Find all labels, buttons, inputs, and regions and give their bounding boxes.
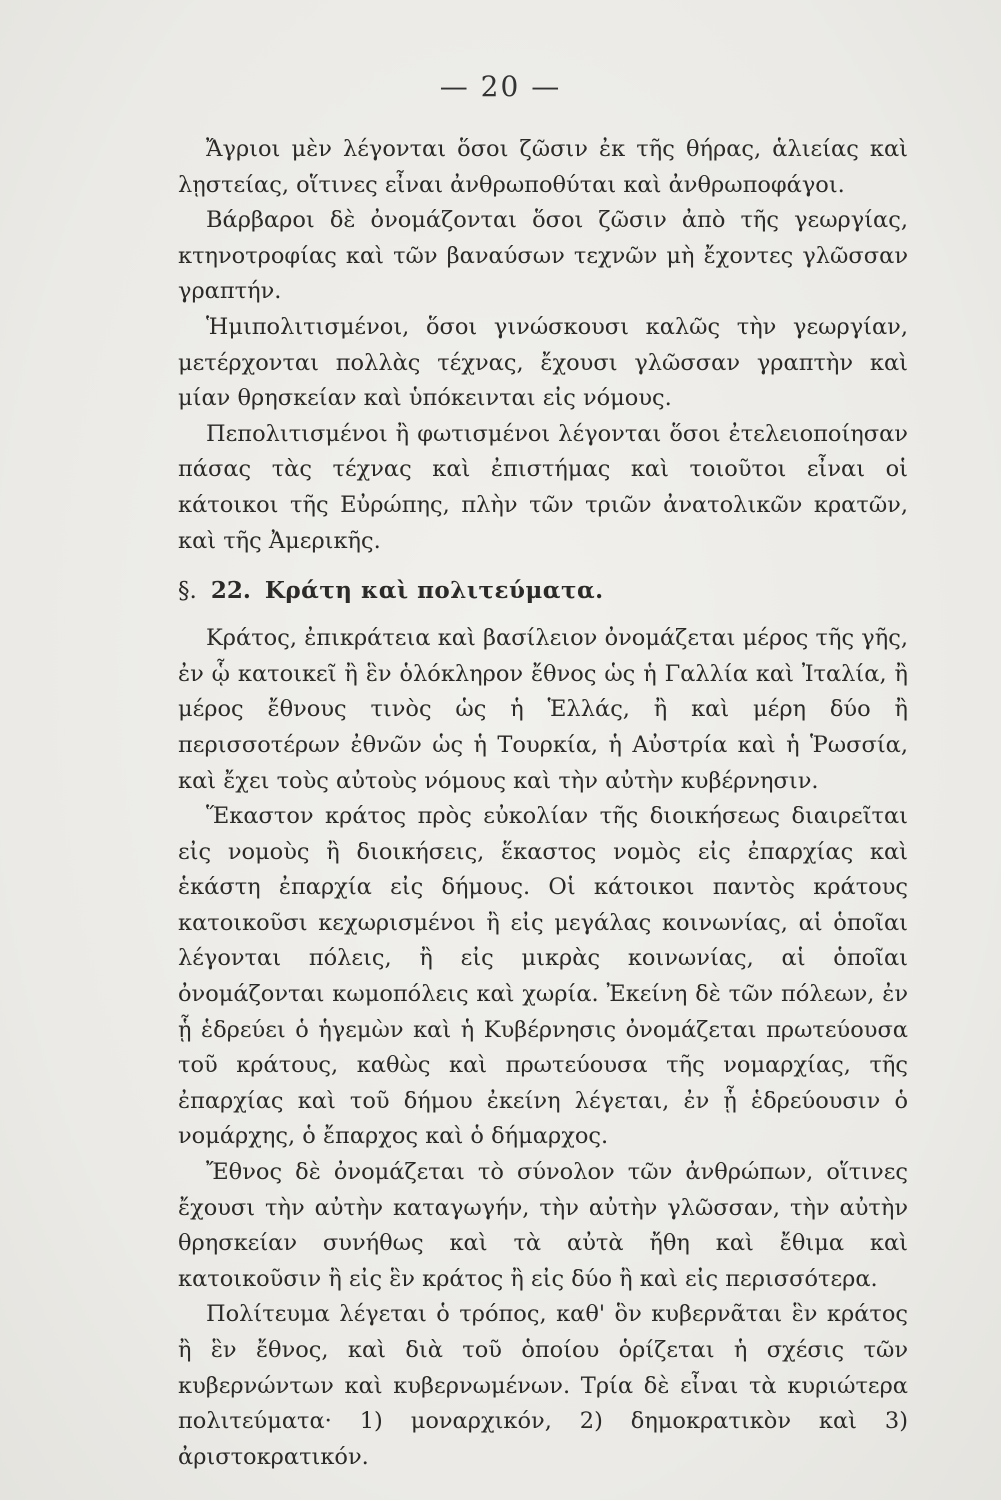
section-sign: §. [178,578,197,605]
paragraph-polity: Πολίτευμα λέγεται ὁ τρόπος, καθ' ὃν κυβερνᾶται ἓν κράτος ἢ ἓν ἔθνος, καὶ διὰ τοῦ ὁποίου ὁρίζεται ἡ σχέσις τῶν κυβερνώντων καὶ κυβερνωμένων. Τρία δὲ εἶναι τὰ κυριώτερα πολιτεύματα· 1) μοναρχικόν, 2) δημοκρατικὸν καὶ 3) ἀριστοκρατικόν. [178,1301,908,1470]
body-text [178,132,908,1475]
paragraph-civilized: Πεπολιτισμένοι ἢ φωτισμένοι λέγονται ὅσοι ἐτελειοποίησαν πάσας τὰς τέχνας καὶ ἐπιστήμας καὶ τοιοῦτοι εἶναι οἱ κάτοικοι τῆς Εὐρώπης, πλὴν τῶν τριῶν ἀνατολικῶν κρατῶν, καὶ τῆς Ἀμερικῆς. [178,420,908,554]
paragraph-nation: Ἔθνος δὲ ὀνομάζεται τὸ σύνολον τῶν ἀνθρώπων, οἵτινες ἔχουσι τὴν αὐτὴν καταγωγήν, τὴν αὐτὴν γλῶσσαν, τὴν αὐτὴν θρησκείαν συνήθως καὶ τὰ αὐτὰ ἤθη καὶ ἔθιμα καὶ κατοικοῦσιν ἢ εἰς ἓν κράτος ἢ εἰς δύο ἢ καὶ εἰς περισσότερα. [178,1159,908,1292]
paragraph-savages: Ἄγριοι μὲν λέγονται ὅσοι ζῶσιν ἐκ τῆς θήρας, ἁλιείας καὶ λῃστείας, οἵτινες εἶναι ἀνθρωποθύται καὶ ἀνθρωποφάγοι. [178,136,908,198]
page-number: — 20 — [439,70,562,103]
paragraph-administration: Ἕκαστον κράτος πρὸς εὐκολίαν τῆς διοικήσεως διαιρεῖται εἰς νομοὺς ἢ διοικήσεις, ἕκαστος νομὸς εἰς ἐπαρχίας καὶ ἑκάστη ἐπαρχία εἰς δήμους. Οἱ κάτοικοι παντὸς κράτους κατοικοῦσι κεχωρισμένοι ἢ εἰς μεγάλας κοινωνίας, αἱ ὁποῖαι λέγονται πόλεις, ἢ εἰς μικρὰς κοινωνίας, αἱ ὁποῖαι ὀνομάζονται κωμοπόλεις καὶ χωρία. Ἐκείνη δὲ τῶν πόλεων, ἐν ᾗ ἑδρεύει ὁ ἡγεμὼν καὶ ἡ Κυβέρνησις ὀνομάζεται πρωτεύουσα τοῦ κράτους, καθὼς καὶ πρωτεύουσα τῆς νομαρχίας, τῆς ἐπαρχίας καὶ τοῦ δήμου ἐκείνη λέγεται, ἐν ᾗ ἑδρεύουσιν ὁ νομάρχης, ὁ ἔπαρχος καὶ ὁ δήμαρχος. [178,803,908,1150]
paragraph-semi-civilized: Ἡμιπολιτισμένοι, ὅσοι γινώσκουσι καλῶς τὴν γεωργίαν, μετέρχονται πολλὰς τέχνας, ἔχουσι γλῶσσαν γραπτὴν καὶ μίαν θρησκείαν καὶ ὑπόκεινται εἰς νόμους. [178,313,908,412]
section-title: Κράτη καὶ πολιτεύματα. [264,577,604,605]
paragraph-state: Κράτος, ἐπικράτεια καὶ βασίλειον ὀνομάζεται μέρος τῆς γῆς, ἐν ᾧ κατοικεῖ ἢ ἓν ὁλόκληρον ἔθνος ὡς ἡ Γαλλία καὶ Ἰταλία, ἢ μέρος ἔθνους τινὸς ὡς ἡ Ἑλλάς, ἢ καὶ μέρη δύο ἢ περισσοτέρων ἐθνῶν ὡς ἡ Τουρκία, ἡ Αὐστρία καὶ ἡ Ῥωσσία, καὶ ἔχει τοὺς αὐτοὺς νόμους καὶ τὴν αὐτὴν κυβέρνησιν. [178,625,908,794]
paragraph-barbarians: Βάρβαροι δὲ ὀνομάζονται ὅσοι ζῶσιν ἀπὸ τῆς γεωργίας, κτηνοτροφίας καὶ τῶν βαναύσων τεχνῶν μὴ ἔχοντες γλῶσσαν γραπτήν. [178,207,908,305]
section-heading [178,573,908,609]
section-number: 22. [210,577,251,605]
